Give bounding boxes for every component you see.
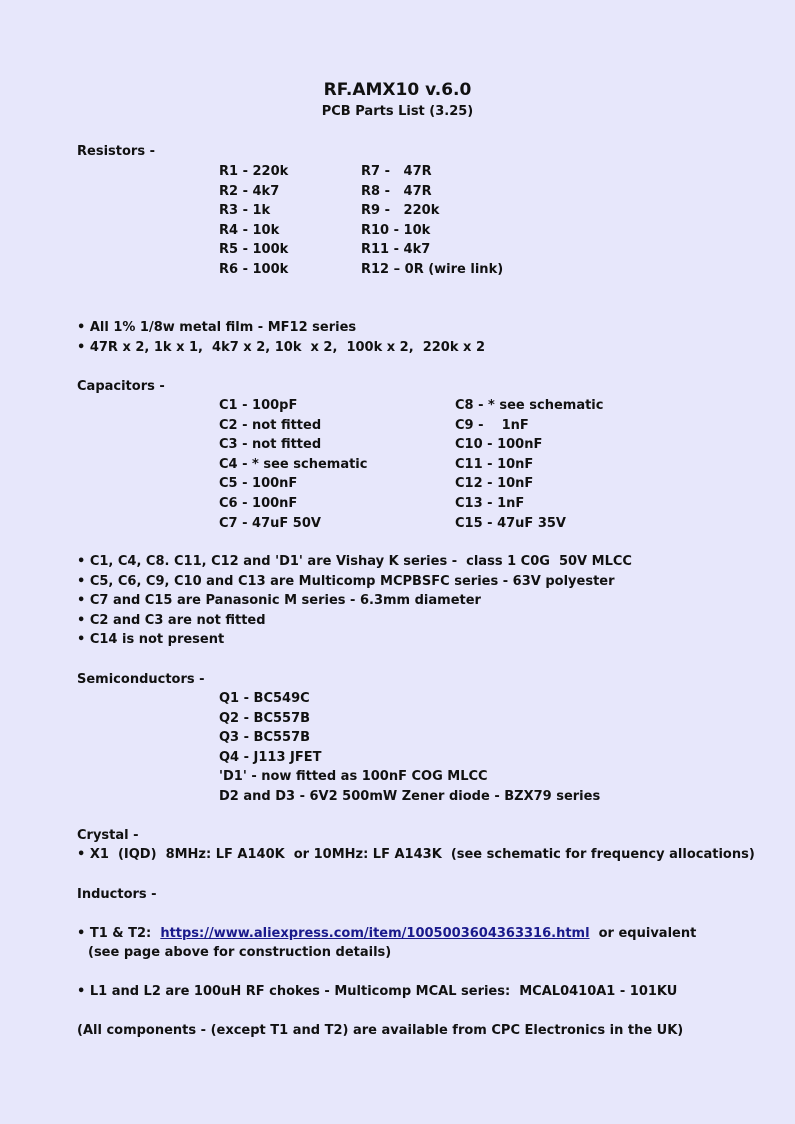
note-line: • 47R x 2, 1k x 1, 4k7 x 2, 10k x 2, 100k x 2, 220k x 2: [77, 339, 485, 355]
note-line: • C14 is not present: [77, 632, 225, 648]
resistor-item: R5 - 100k: [219, 242, 289, 258]
aliexpress-link[interactable]: https://www.aliexpress.com/item/1005003604363316.html: [160, 926, 590, 941]
availability-note: (All components - (except T1 and T2) are available from CPC Electronics in the UK): [77, 1023, 684, 1038]
resistor-item: R1 - 220k: [219, 164, 289, 179]
resistor-item: R11 - 4k7: [361, 242, 431, 258]
t1-t2-prefix: • T1 & T2:: [77, 926, 161, 941]
capacitor-item: C10 - 100nF: [455, 437, 543, 453]
capacitor-item: C8 - * see schematic: [455, 398, 604, 413]
l1-l2-line: • L1 and L2 are 100uH RF chokes - Multicomp MCAL series: MCAL0410A1 - 101KU: [77, 984, 678, 999]
resistor-item: R2 - 4k7: [219, 183, 280, 199]
resistors-column-1: [219, 162, 288, 280]
note-line: • C7 and C15 are Panasonic M series - 6.3mm diameter: [77, 593, 481, 609]
resistor-item: R10 - 10k: [361, 222, 431, 238]
capacitor-item: C12 - 10nF: [455, 476, 534, 492]
semiconductor-item: Q1 - BC549C: [219, 691, 310, 706]
capacitor-item: C4 - * see schematic: [219, 456, 368, 472]
capacitor-item: C2 - not fitted: [219, 417, 322, 433]
semiconductors-list: [219, 689, 600, 807]
capacitor-item: C11 - 10nF: [455, 456, 534, 472]
semiconductor-item: Q2 - BC557B: [219, 710, 311, 726]
resistors-notes: [77, 318, 485, 357]
capacitor-item: C1 - 100pF: [219, 398, 298, 413]
capacitors-column-2: [455, 396, 603, 533]
semiconductors-heading: Semiconductors -: [77, 672, 205, 687]
capacitors-column-1: [219, 396, 367, 533]
resistor-item: R4 - 10k: [219, 222, 280, 238]
t1-t2-line: [77, 924, 696, 944]
resistor-item: R3 - 1k: [219, 203, 271, 219]
capacitors-notes: [77, 552, 632, 650]
page-subtitle: PCB Parts List (3.25): [321, 104, 474, 119]
note-line: • C2 and C3 are not fitted: [77, 612, 266, 628]
capacitors-heading: Capacitors -: [77, 379, 165, 394]
construction-note: (see page above for construction details): [88, 945, 392, 960]
t1-t2-suffix: or equivalent: [589, 926, 697, 941]
note-line: • All 1% 1/8w metal film - MF12 series: [77, 320, 357, 335]
capacitor-item: C13 - 1nF: [455, 495, 525, 511]
semiconductor-item: Q3 - BC557B: [219, 730, 311, 746]
crystal-line: • X1 (IQD) 8MHz: LF A140K or 10MHz: LF A143K (see schematic for frequency allocations): [77, 847, 755, 862]
semiconductor-item: 'D1' - now fitted as 100nF COG MLCC: [219, 769, 488, 785]
capacitor-item: C7 - 47uF 50V: [219, 515, 321, 531]
note-line: • C5, C6, C9, C10 and C13 are Multicomp MCPBSFC series - 63V polyester: [77, 573, 615, 589]
semiconductor-item: D2 and D3 - 6V2 500mW Zener diode - BZX79 series: [219, 788, 601, 804]
resistor-item: R12 – 0R (wire link): [361, 261, 504, 277]
resistor-item: R7 - 47R: [361, 164, 432, 179]
capacitor-item: C15 - 47uF 35V: [455, 515, 566, 531]
note-line: • C1, C4, C8. C11, C12 and 'D1' are Vishay K series - class 1 C0G 50V MLCC: [77, 554, 632, 569]
inductors-heading: Inductors -: [77, 887, 157, 902]
page-title: RF.AMX10 v.6.0: [323, 80, 472, 100]
resistors-heading: Resistors -: [77, 144, 155, 159]
capacitor-item: C3 - not fitted: [219, 437, 322, 453]
resistor-item: R9 - 220k: [361, 203, 440, 219]
capacitor-item: C9 - 1nF: [455, 417, 529, 433]
capacitor-item: C6 - 100nF: [219, 495, 298, 511]
crystal-heading: Crystal -: [77, 828, 139, 843]
resistors-column-2: [361, 162, 503, 280]
resistor-item: R8 - 47R: [361, 183, 432, 199]
capacitor-item: C5 - 100nF: [219, 476, 298, 492]
resistor-item: R6 - 100k: [219, 261, 289, 277]
semiconductor-item: Q4 - J113 JFET: [219, 749, 322, 765]
